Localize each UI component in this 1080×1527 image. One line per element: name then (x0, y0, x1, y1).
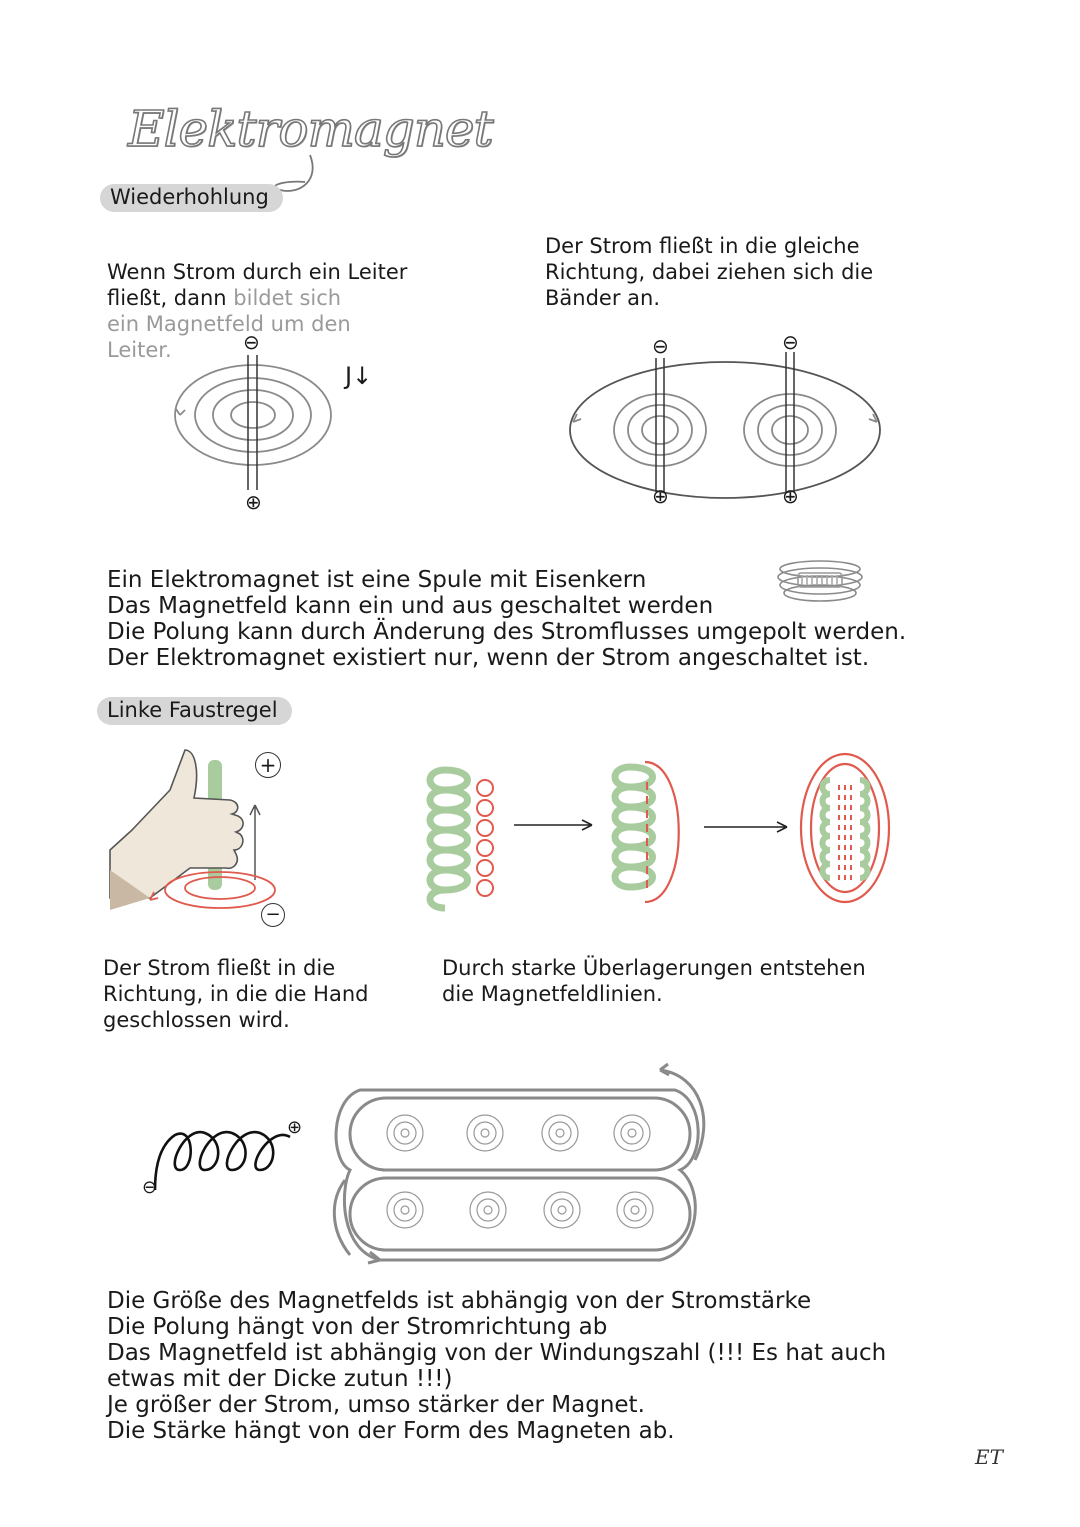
fact-line: Die Polung hängt von der Stromrichtung ab (107, 1314, 608, 1340)
page-title: Elektromagnet (128, 100, 493, 158)
fact-line: Je größer der Strom, umso stärker der Magnet. (107, 1392, 645, 1418)
section-label-wiederholung: Wiederhohlung (100, 184, 283, 212)
plus-symbol-right-wire: ⊕ (782, 484, 799, 508)
text-single-conductor-dark: Wenn Strom durch ein Leiter fließt, dann (107, 260, 408, 310)
current-direction-label: J↓ (345, 362, 373, 390)
fact-line: Die Stärke hängt von der Form des Magneten ab. (107, 1418, 675, 1444)
section-label-linke-faustregel: Linke Faustregel (97, 697, 292, 725)
text-hand-rule: Der Strom fließt in die Richtung, in die die Hand geschlossen wird. (103, 956, 369, 1032)
definition-line: Das Magnetfeld kann ein und aus geschaltet werden (107, 593, 714, 619)
text-two-conductors: Der Strom fließt in die gleiche Richtung, dabei ziehen sich die Bänder an. (545, 234, 874, 310)
definition-line: Die Polung kann durch Änderung des Stromflusses umgepolt werden. (107, 619, 907, 645)
coil-overlap-stage-1 (425, 760, 505, 915)
fact-line: Das Magnetfeld ist abhängig von der Windungszahl (!!! Es hat auch (107, 1340, 887, 1366)
arrow-right-2 (702, 820, 792, 834)
fact-line: Die Größe des Magnetfelds ist abhängig von der Stromstärke (107, 1288, 812, 1314)
minus-circle: − (261, 903, 285, 927)
text-overlap: Durch starke Überlagerungen entstehen die Magnetfeldlinien. (442, 956, 866, 1006)
plus-symbol-left-wire: ⊕ (652, 484, 669, 508)
text-single-conductor-gray: bildet sich ein Magnetfeld um den Leiter. (107, 286, 351, 362)
coil-with-core-icon (770, 555, 870, 610)
plus-symbol: ⊕ (245, 490, 262, 514)
minus-symbol-left-wire: ⊖ (652, 334, 669, 358)
spring-coil-drawing (140, 1115, 310, 1205)
coil-plus-symbol: ⊕ (287, 1117, 303, 1138)
arrow-right-1 (512, 818, 597, 832)
coil-overlap-stage-2 (605, 752, 690, 912)
coil-overlap-stage-3 (795, 750, 895, 910)
facts-block (107, 1288, 886, 1444)
minus-symbol-right-wire: ⊖ (782, 330, 799, 354)
definition-line: Ein Elektromagnet ist eine Spule mit Eisenkern (107, 567, 647, 593)
two-conductor-field-diagram (565, 330, 895, 520)
fact-line: etwas mit der Dicke zutun !!!) (107, 1366, 453, 1392)
definition-line: Der Elektromagnet existiert nur, wenn der Strom angeschaltet ist. (107, 645, 870, 671)
magnetic-field-lines-diagram (320, 1060, 720, 1275)
plus-circle: + (255, 752, 281, 778)
author-signature: ET (975, 1445, 1003, 1469)
coil-minus-symbol: ⊖ (142, 1177, 158, 1198)
minus-symbol: ⊖ (243, 330, 260, 354)
